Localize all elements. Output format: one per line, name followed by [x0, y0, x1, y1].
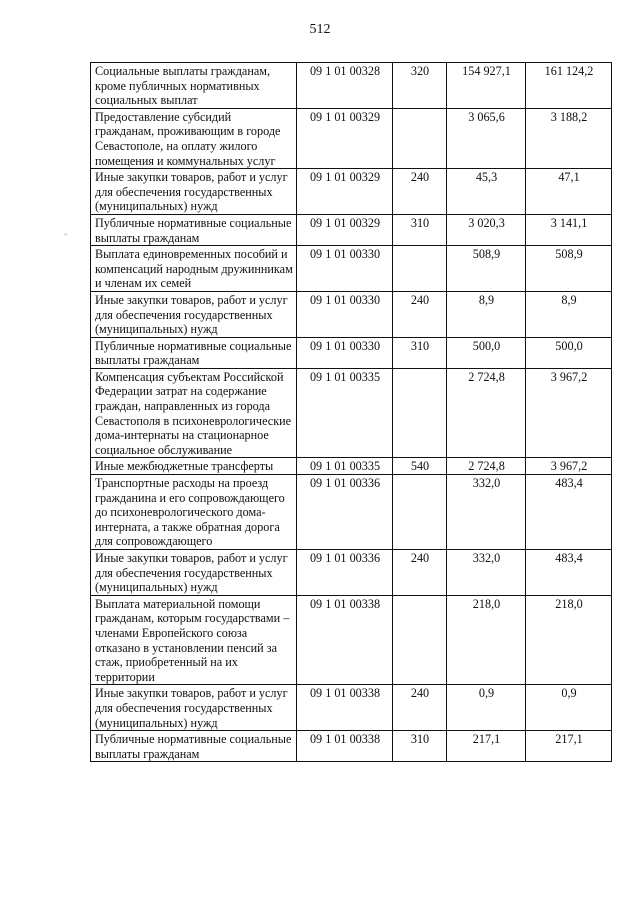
table-row — [91, 63, 612, 109]
table-row — [91, 291, 612, 337]
amount-year-1-cell: 2 724,8 — [447, 458, 526, 475]
budget-table-body — [91, 63, 612, 762]
expense-name-cell: Иные закупки товаров, работ и услуг для обеспечения государственных (муниципальных) нужд — [91, 169, 297, 215]
amount-year-2-cell: 0,9 — [526, 685, 612, 731]
amount-year-1-cell: 3 065,6 — [447, 108, 526, 168]
table-row — [91, 475, 612, 550]
target-article-code-cell: 09 1 01 00330 — [297, 337, 393, 368]
amount-year-1-cell: 154 927,1 — [447, 63, 526, 109]
amount-year-2-cell: 3 188,2 — [526, 108, 612, 168]
table-row — [91, 368, 612, 458]
amount-year-2-cell: 508,9 — [526, 246, 612, 292]
expense-name-cell: Компенсация субъектам Российской Федерации затрат на содержание граждан, направленных из города Севастополя в психоневрологические дома-интернаты на стационарное социальное обслуживание — [91, 368, 297, 458]
table-row — [91, 731, 612, 762]
amount-year-1-cell: 508,9 — [447, 246, 526, 292]
expense-name-cell: Транспортные расходы на проезд гражданина и его сопровождающего до психоневрологического дома-интерната, а также обратная дорога для сопровождающего — [91, 475, 297, 550]
amount-year-1-cell: 500,0 — [447, 337, 526, 368]
expense-name-cell: Иные межбюджетные трансферты — [91, 458, 297, 475]
amount-year-2-cell: 3 141,1 — [526, 214, 612, 245]
expense-type-cell — [393, 595, 447, 685]
expense-name-cell: Публичные нормативные социальные выплаты гражданам — [91, 214, 297, 245]
amount-year-1-cell: 332,0 — [447, 475, 526, 550]
expense-name-cell: Публичные нормативные социальные выплаты гражданам — [91, 731, 297, 762]
amount-year-1-cell: 218,0 — [447, 595, 526, 685]
expense-name-cell: Выплата единовременных пособий и компенсаций народным дружинникам и членам их семей — [91, 246, 297, 292]
expense-name-cell: Иные закупки товаров, работ и услуг для обеспечения государственных (муниципальных) нужд — [91, 685, 297, 731]
expense-name-cell: Публичные нормативные социальные выплаты гражданам — [91, 337, 297, 368]
amount-year-2-cell: 8,9 — [526, 291, 612, 337]
amount-year-2-cell: 217,1 — [526, 731, 612, 762]
expense-type-cell — [393, 475, 447, 550]
expense-name-cell: Социальные выплаты гражданам, кроме публичных нормативных социальных выплат — [91, 63, 297, 109]
expense-type-cell — [393, 108, 447, 168]
expense-type-cell — [393, 368, 447, 458]
target-article-code-cell: 09 1 01 00329 — [297, 108, 393, 168]
budget-table — [90, 62, 612, 762]
table-row — [91, 214, 612, 245]
target-article-code-cell: 09 1 01 00330 — [297, 291, 393, 337]
target-article-code-cell: 09 1 01 00338 — [297, 685, 393, 731]
target-article-code-cell: 09 1 01 00329 — [297, 169, 393, 215]
table-row — [91, 550, 612, 596]
amount-year-1-cell: 332,0 — [447, 550, 526, 596]
amount-year-2-cell: 483,4 — [526, 550, 612, 596]
expense-type-cell: 240 — [393, 169, 447, 215]
amount-year-1-cell: 217,1 — [447, 731, 526, 762]
target-article-code-cell: 09 1 01 00328 — [297, 63, 393, 109]
table-row — [91, 246, 612, 292]
margin-mark: " — [64, 232, 68, 241]
expense-name-cell: Иные закупки товаров, работ и услуг для обеспечения государственных (муниципальных) нужд — [91, 291, 297, 337]
table-row — [91, 458, 612, 475]
table-row — [91, 595, 612, 685]
expense-type-cell: 540 — [393, 458, 447, 475]
table-row — [91, 169, 612, 215]
amount-year-2-cell: 483,4 — [526, 475, 612, 550]
target-article-code-cell: 09 1 01 00336 — [297, 550, 393, 596]
target-article-code-cell: 09 1 01 00330 — [297, 246, 393, 292]
expense-name-cell: Предоставление субсидий гражданам, проживающим в городе Севастополе, на оплату жилого помещения и коммунальных услуг — [91, 108, 297, 168]
amount-year-2-cell: 500,0 — [526, 337, 612, 368]
expense-type-cell — [393, 246, 447, 292]
expense-name-cell: Иные закупки товаров, работ и услуг для обеспечения государственных (муниципальных) нужд — [91, 550, 297, 596]
amount-year-2-cell: 3 967,2 — [526, 458, 612, 475]
expense-type-cell: 310 — [393, 337, 447, 368]
expense-name-cell: Выплата материальной помощи гражданам, которым государствами – членами Европейского союза отказано в установлении пенсий за стаж, приобретенный на их территории — [91, 595, 297, 685]
target-article-code-cell: 09 1 01 00329 — [297, 214, 393, 245]
amount-year-1-cell: 3 020,3 — [447, 214, 526, 245]
expense-type-cell: 240 — [393, 291, 447, 337]
target-article-code-cell: 09 1 01 00336 — [297, 475, 393, 550]
expense-type-cell: 320 — [393, 63, 447, 109]
amount-year-1-cell: 8,9 — [447, 291, 526, 337]
amount-year-1-cell: 0,9 — [447, 685, 526, 731]
table-row — [91, 685, 612, 731]
expense-type-cell: 240 — [393, 550, 447, 596]
expense-type-cell: 240 — [393, 685, 447, 731]
amount-year-2-cell: 218,0 — [526, 595, 612, 685]
target-article-code-cell: 09 1 01 00338 — [297, 731, 393, 762]
amount-year-1-cell: 2 724,8 — [447, 368, 526, 458]
amount-year-1-cell: 45,3 — [447, 169, 526, 215]
target-article-code-cell: 09 1 01 00335 — [297, 368, 393, 458]
amount-year-2-cell: 47,1 — [526, 169, 612, 215]
expense-type-cell: 310 — [393, 214, 447, 245]
table-row — [91, 108, 612, 168]
expense-type-cell: 310 — [393, 731, 447, 762]
page-number: 512 — [309, 22, 331, 37]
target-article-code-cell: 09 1 01 00338 — [297, 595, 393, 685]
amount-year-2-cell: 3 967,2 — [526, 368, 612, 458]
amount-year-2-cell: 161 124,2 — [526, 63, 612, 109]
target-article-code-cell: 09 1 01 00335 — [297, 458, 393, 475]
table-row — [91, 337, 612, 368]
